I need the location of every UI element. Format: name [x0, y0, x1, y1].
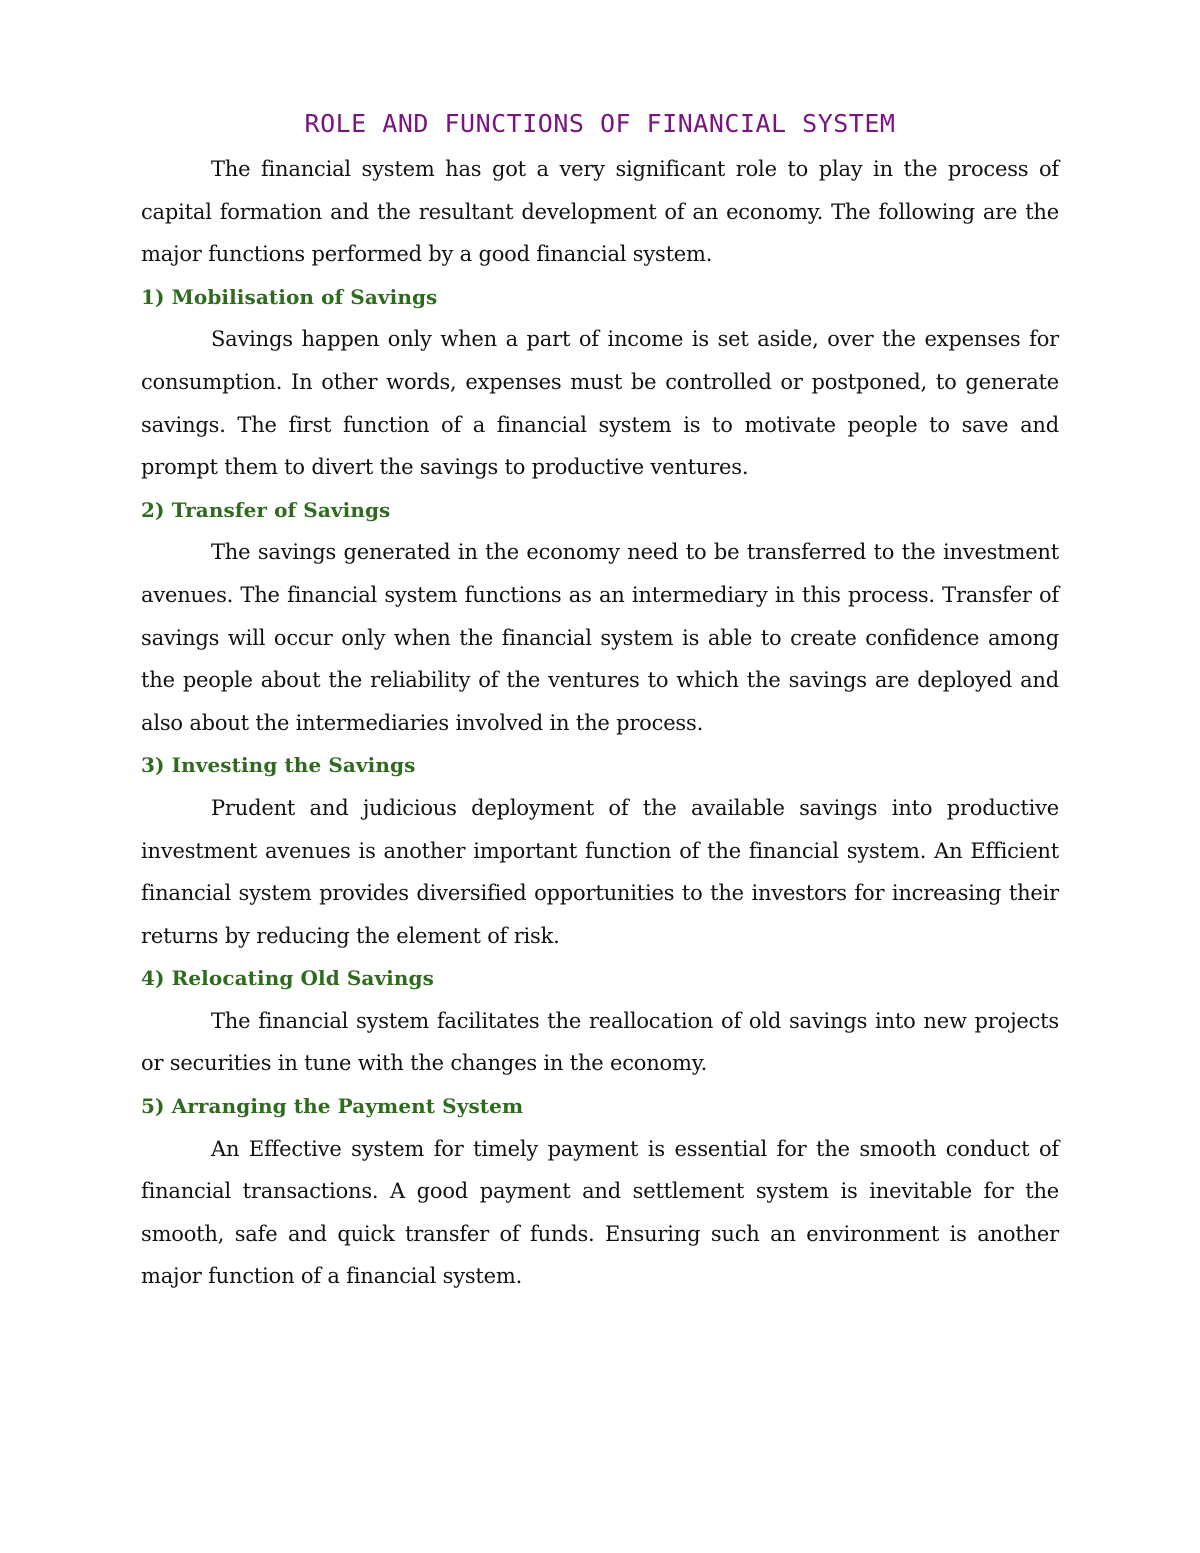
section-heading-mobilisation: 1) Mobilisation of Savings	[141, 284, 438, 309]
section-body-transfer: The savings generated in the economy need to be transferred to the investment avenues. The financial system functions as an intermediary in this process. Transfer of savings will occur only when the financial system is able to create confidence among the people about the reliability of the ventures to which the savings are deployed and also about the intermediaries involved in the process.	[141, 540, 1059, 735]
page-title: ROLE AND FUNCTIONS OF FINANCIAL SYSTEM	[304, 109, 896, 138]
section-heading-investing: 3) Investing the Savings	[141, 753, 416, 778]
section-body-payment: An Effective system for timely payment is essential for the smooth conduct of financial transactions. A good payment and settlement system is inevitable for the smooth, safe and quick transfer of funds. Ensuring such an environment is another major function of a financial system.	[141, 1136, 1059, 1289]
section-body-investing: Prudent and judicious deployment of the available savings into productive investment avenues is another important function of the financial system. An Efficient financial system provides diversified opportunities to the investors for increasing their returns by reducing the element of risk.	[141, 795, 1059, 948]
section-body-relocating: The financial system facilitates the reallocation of old savings into new projects or securities in tune with the changes in the economy.	[141, 1008, 1059, 1076]
intro-paragraph: The financial system has got a very significant role to play in the process of capital formation and the resultant development of an economy. The following are the major functions performed by a good financial system.	[141, 157, 1059, 267]
document-page	[141, 104, 1059, 1298]
section-heading-relocating: 4) Relocating Old Savings	[141, 966, 434, 991]
section-heading-transfer: 2) Transfer of Savings	[141, 497, 391, 522]
section-body-mobilisation: Savings happen only when a part of income is set aside, over the expenses for consumption. In other words, expenses must be controlled or postponed, to generate savings. The first function of a financial system is to motivate people to save and prompt them to divert the savings to productive ventures.	[141, 327, 1059, 480]
section-heading-payment: 5) Arranging the Payment System	[141, 1094, 524, 1119]
